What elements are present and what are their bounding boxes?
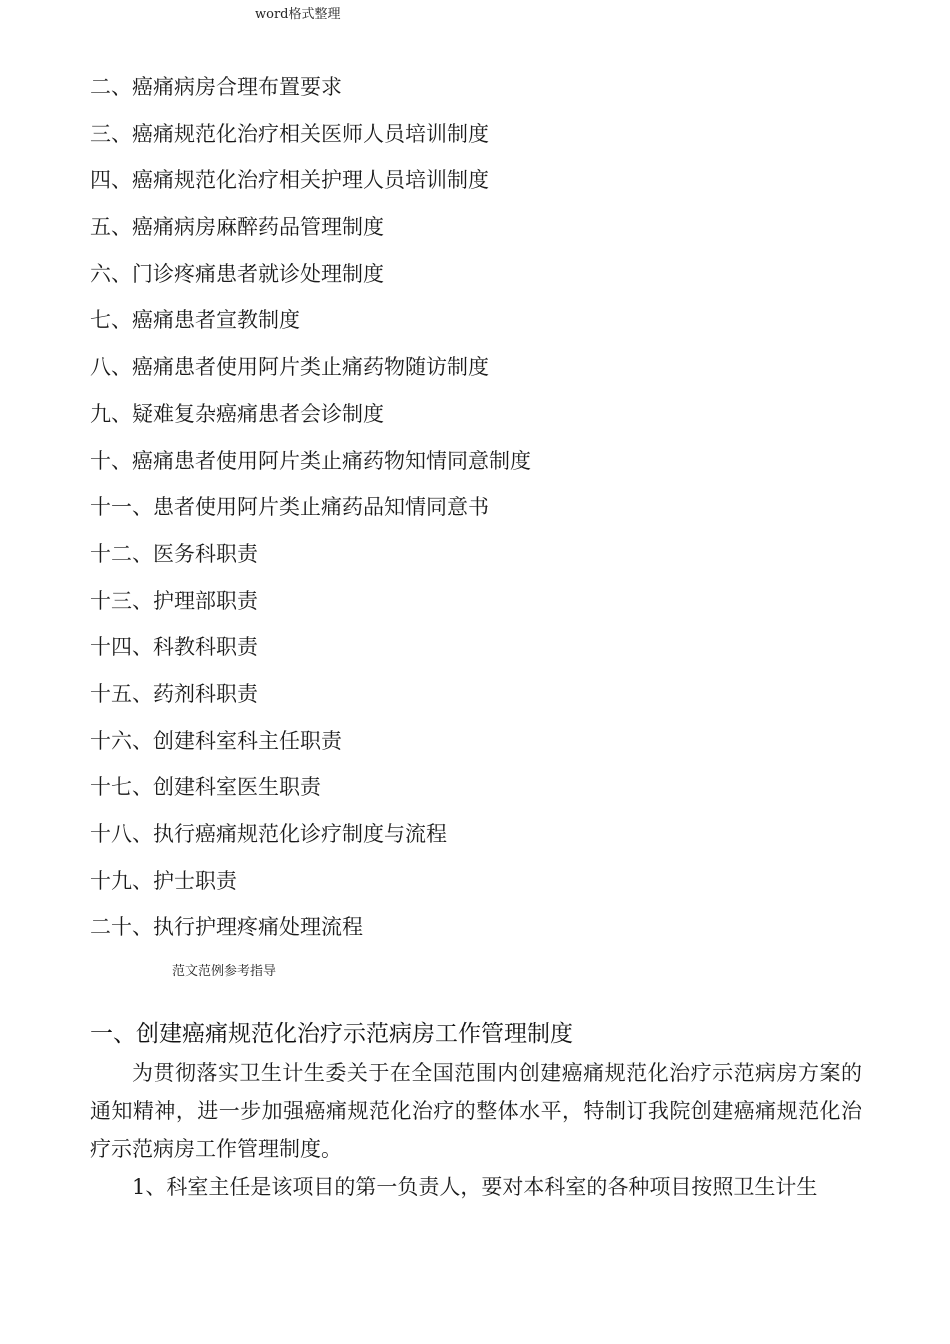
footer-note: 范文范例参考指导 — [172, 964, 277, 979]
toc-item: 四、癌痛规范化治疗相关护理人员培训制度 — [90, 168, 489, 193]
toc-item: 十三、护理部职责 — [90, 588, 258, 613]
toc-item: 二十、执行护理疼痛处理流程 — [90, 915, 363, 940]
section-title: 一、创建癌痛规范化治疗示范病房工作管理制度 — [90, 1021, 573, 1047]
body-paragraph: 1、科室主任是该项目的第一负责人，要对本科室的各种项目按照卫生计生 — [132, 1175, 818, 1199]
toc-item: 十八、执行癌痛规范化诊疗制度与流程 — [90, 822, 447, 846]
toc-item: 十九、护士职责 — [90, 868, 237, 893]
toc-item: 五、癌痛病房麻醉药品管理制度 — [90, 215, 384, 240]
toc-item: 六、门诊疼痛患者就诊处理制度 — [90, 261, 384, 286]
toc-item: 三、癌痛规范化治疗相关医师人员培训制度 — [90, 121, 489, 146]
toc-item: 十五、药剂科职责 — [90, 681, 258, 706]
toc-item: 二、癌痛病房合理布置要求 — [90, 75, 342, 99]
table-of-contents — [90, 70, 531, 957]
toc-item: 十一、患者使用阿片类止痛药品知情同意书 — [90, 495, 489, 520]
body-paragraph: 为贯彻落实卫生计生委关于在全国范围内创建癌痛规范化治疗示范病房方案的通知精神，进一步加强癌痛规范化治疗的整体水平，特制订我院创建癌痛规范化治疗示范病房工作管理制度。 — [90, 1061, 862, 1161]
toc-item: 九、疑难复杂癌痛患者会诊制度 — [90, 401, 384, 426]
toc-item: 十四、科教科职责 — [90, 635, 258, 660]
toc-item: 十二、医务科职责 — [90, 541, 258, 566]
toc-item: 十七、创建科室医生职责 — [90, 775, 321, 800]
toc-item: 十、癌痛患者使用阿片类止痛药物知情同意制度 — [90, 448, 531, 473]
toc-item: 十六、创建科室科主任职责 — [90, 728, 342, 753]
toc-item: 七、癌痛患者宣教制度 — [90, 308, 300, 333]
header-note: word格式整理 — [255, 7, 341, 22]
toc-item: 八、癌痛患者使用阿片类止痛药物随访制度 — [90, 355, 489, 380]
